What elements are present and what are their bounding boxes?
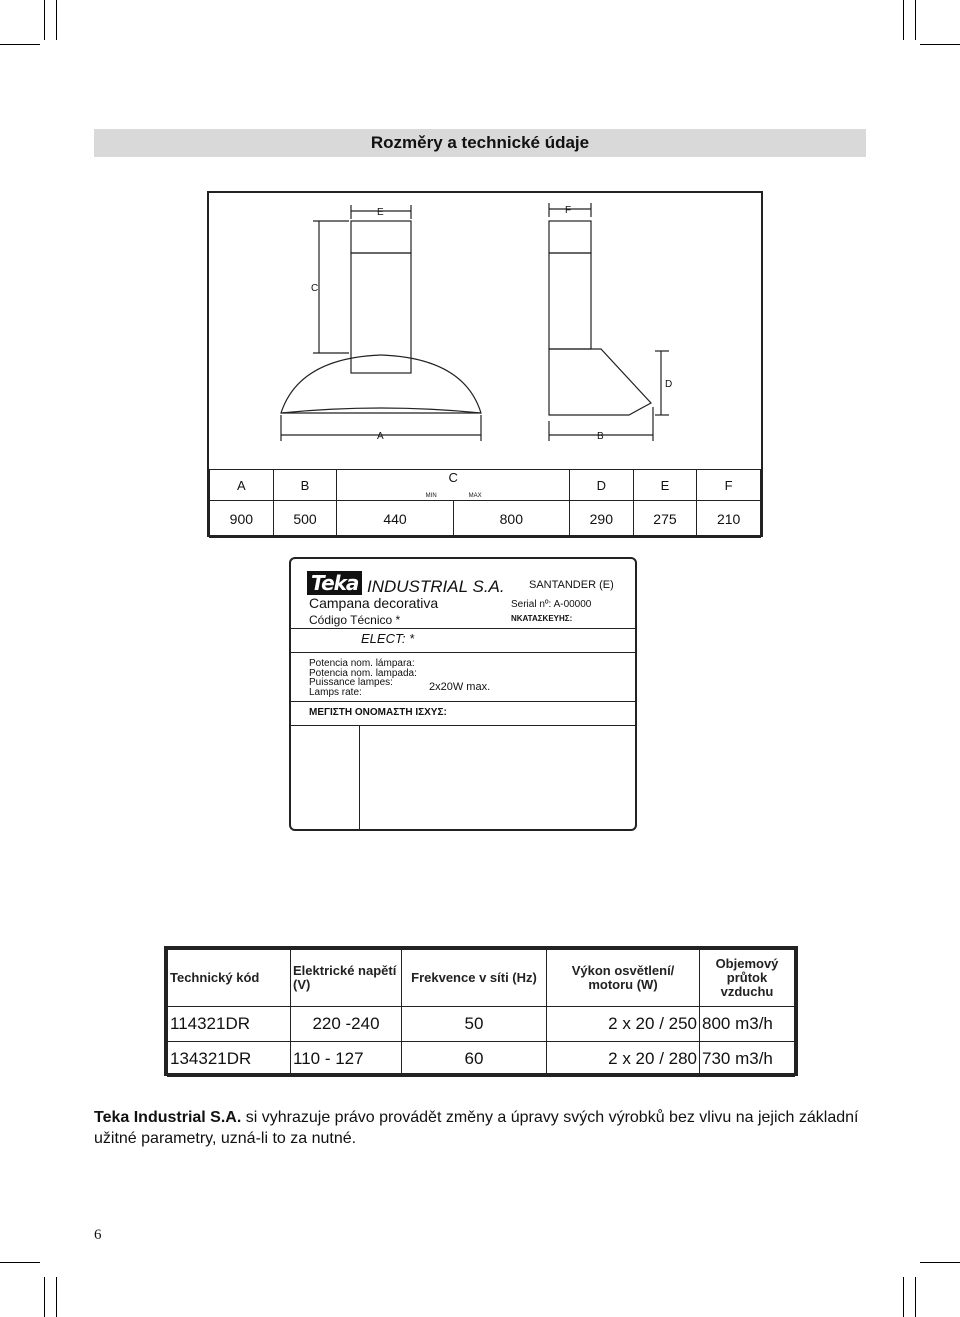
plate-divider xyxy=(291,725,637,726)
label-b: B xyxy=(597,431,604,442)
min-label: MIN xyxy=(425,493,437,499)
spec-cell: 2 x 20 / 280 xyxy=(547,1042,700,1077)
dim-value: 440 xyxy=(337,501,453,538)
plate-divider xyxy=(291,652,637,653)
hood-rim xyxy=(281,408,481,413)
crop-mark xyxy=(56,1277,57,1317)
spec-cell: 114321DR xyxy=(168,1007,291,1042)
plate-lamp-value: 2x20W max. xyxy=(429,681,491,693)
hood-dome xyxy=(281,355,481,413)
dim-header: B xyxy=(273,470,337,501)
crop-mark xyxy=(56,0,57,40)
spec-header: Objemový průtok vzduchu xyxy=(700,950,795,1007)
dim-value: 290 xyxy=(569,501,633,538)
spec-header: Technický kód xyxy=(168,950,291,1007)
dim-header: A xyxy=(210,470,274,501)
hood-drawing xyxy=(209,193,761,469)
dim-header: C xyxy=(448,470,458,485)
plate-nkat: ΝΚΑΤΑΣΚΕΥΗΣ: xyxy=(511,614,573,623)
spec-cell: 60 xyxy=(402,1042,547,1077)
spec-table xyxy=(164,946,798,1076)
crop-mark xyxy=(920,1262,960,1263)
disclaimer-note xyxy=(94,1107,874,1149)
plate-divider xyxy=(291,701,637,702)
plate-company: INDUSTRIAL S.A. xyxy=(367,577,505,596)
spec-cell: 730 m3/h xyxy=(700,1042,795,1077)
dim-value: 800 xyxy=(453,501,569,538)
crop-mark xyxy=(903,0,904,40)
plate-code: Código Técnico * xyxy=(309,613,401,627)
crop-mark xyxy=(903,1277,904,1317)
label-c: C xyxy=(311,283,319,294)
section-title-bar xyxy=(94,129,866,157)
dim-value: 500 xyxy=(273,501,337,538)
table-row xyxy=(168,1042,795,1077)
label-d: D xyxy=(665,379,673,390)
dimension-drawing xyxy=(207,191,763,537)
crop-mark xyxy=(915,1277,916,1317)
spec-cell: 2 x 20 / 250 xyxy=(547,1007,700,1042)
note-company: Teka Industrial S.A. xyxy=(94,1109,242,1126)
dimensions-table xyxy=(209,469,761,538)
page-title: Rozměry a technické údaje xyxy=(370,133,590,152)
side-hood xyxy=(549,349,651,415)
spec-cell: 50 xyxy=(402,1007,547,1042)
plate-product: Campana decorativa xyxy=(309,595,439,611)
plate-city: SANTANDER (E) xyxy=(529,579,614,591)
spec-cell: 134321DR xyxy=(168,1042,291,1077)
plate-vertical-divider xyxy=(359,725,360,831)
plate-lamp-lines: Potencia nom. lámpara: Potencia nom. lampada: Puissance lampes: Lamps rate: xyxy=(309,658,417,698)
dim-header: F xyxy=(697,470,761,501)
plate-elect: ELECT: * xyxy=(361,631,415,646)
dim-header: D xyxy=(569,470,633,501)
spec-header: Elektrické napětí (V) xyxy=(291,950,402,1007)
crop-mark xyxy=(44,0,45,40)
dim-value: 210 xyxy=(697,501,761,538)
plate-serial: Serial nº: A-00000 xyxy=(511,599,592,610)
table-row xyxy=(168,1007,795,1042)
side-chimney-body xyxy=(549,253,591,349)
crop-mark xyxy=(920,44,960,45)
spec-cell: 110 - 127 xyxy=(291,1042,402,1077)
spec-cell: 800 m3/h xyxy=(700,1007,795,1042)
plate-megisti: ΜΕΓΙΣΤΗ ΟΝΟΜΑΣΤΗ ΙΣΧΥΣ: xyxy=(309,707,447,718)
spec-header: Výkon osvětlení/ motoru (W) xyxy=(547,950,700,1007)
dim-header: E xyxy=(633,470,697,501)
label-a: A xyxy=(377,431,384,442)
label-e: E xyxy=(377,207,384,218)
dim-header-c xyxy=(337,470,570,501)
side-chimney-top xyxy=(549,221,591,253)
label-f: F xyxy=(565,205,572,216)
crop-mark xyxy=(44,1277,45,1317)
spec-header: Frekvence v síti (Hz) xyxy=(402,950,547,1007)
spec-cell: 220 -240 xyxy=(291,1007,402,1042)
dim-value: 275 xyxy=(633,501,697,538)
dim-value: 900 xyxy=(210,501,274,538)
plate-divider xyxy=(291,628,637,629)
note-text: si vyhrazuje právo provádět změny a úpravy svých výrobků bez vlivu na jejich základní užitné parametry, uzná-li to za nutné. xyxy=(94,1109,859,1147)
chimney-top xyxy=(351,221,411,253)
crop-mark xyxy=(915,0,916,40)
max-label: MAX xyxy=(468,493,482,499)
crop-mark xyxy=(0,44,40,45)
page-number: 6 xyxy=(94,1227,102,1243)
rating-plate xyxy=(289,557,637,831)
crop-mark xyxy=(0,1262,40,1263)
teka-logo: Teka xyxy=(307,571,362,595)
